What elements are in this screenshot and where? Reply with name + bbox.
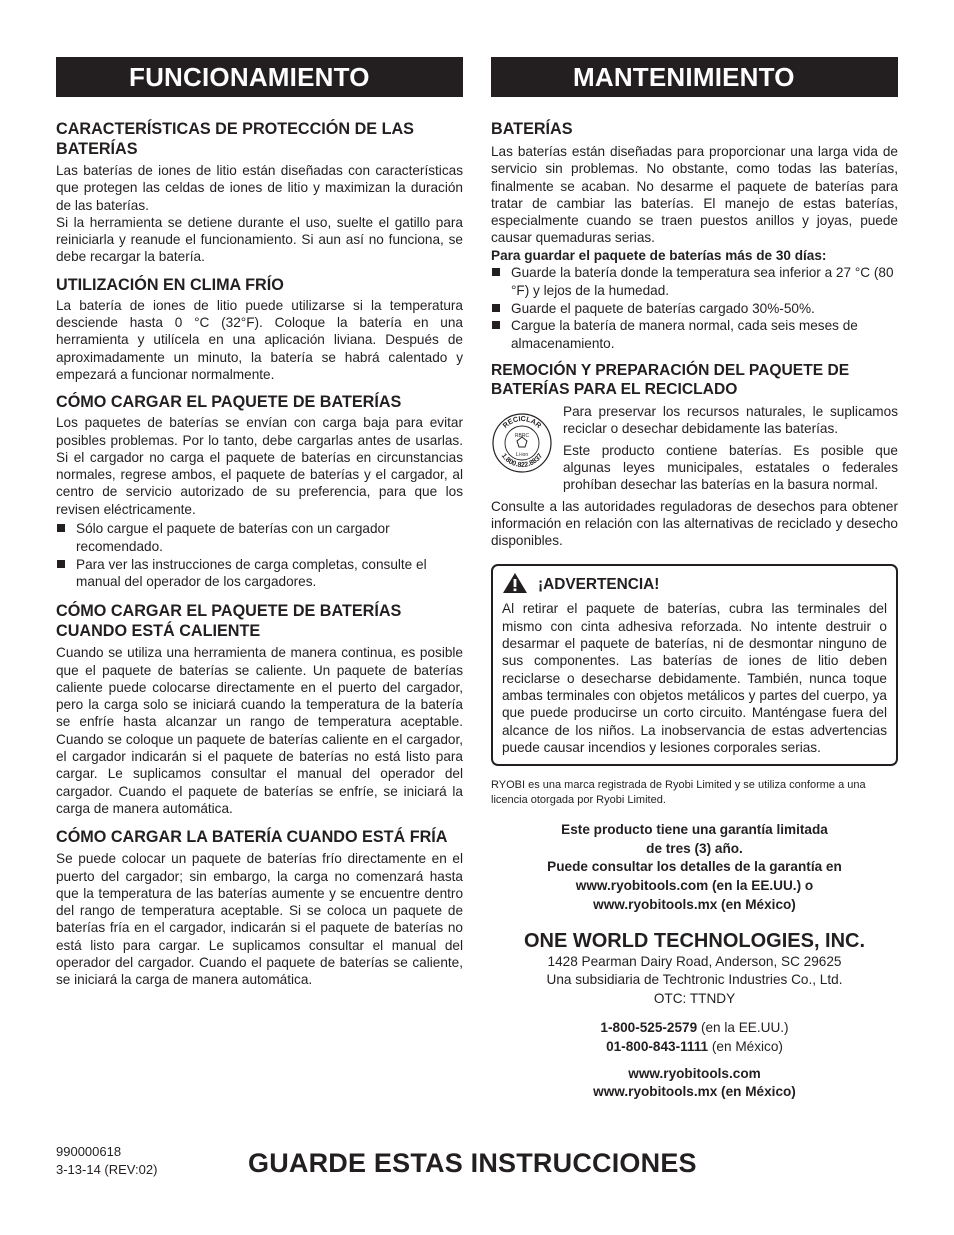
address-block <box>491 953 898 1009</box>
right-column <box>491 57 898 1102</box>
paragraph: Consulte a las autoridades reguladoras de desechos para obtener información en relación con las alternativas de reciclado y desecho disponibles. <box>491 498 898 549</box>
warning-box <box>491 564 898 766</box>
paragraph: Las baterías de iones de litio están diseñadas con características que protegen las celdas de iones de litio y maximizan la duración de las baterías. <box>56 163 463 213</box>
square-bullet-icon <box>492 304 500 312</box>
paragraph: Se puede colocar un paquete de baterías frío directamente en el puerto del cargador; sin embargo, la carga no comenzará hasta que la temperatura de las baterías aumente y se encuentre dentro del rango de temperatura aceptable. Si se coloca un paquete de baterías fría en el cargador, indicarán si el paquete de baterías no está listo para cargar. Le suplicamos consultar el manual del operador del cargador. Cuando el paquete de baterías se caliente, se iniciará la carga de manera automática. <box>56 851 463 988</box>
paragraph: Si la herramienta se detiene durante el uso, suelte el gatillo para reiniciarla y reanude el funcionamiento. Si aun así no funciona, se debe recargar la batería. <box>56 214 463 265</box>
website-us: www.ryobitools.com <box>628 1065 761 1081</box>
trademark-notice: RYOBI es una marca registrada de Ryobi Limited y se utiliza conforme a una licencia otorgada por Ryobi Limited. <box>491 779 866 807</box>
paragraph: Este producto contiene baterías. Es posible que algunas leyes municipales, estatales o federales prohíban desechar las baterías en la basura normal. <box>563 442 898 493</box>
web-block <box>491 1065 898 1103</box>
revision-date: 3-13-14 (REV:02) <box>56 1162 158 1177</box>
part-number: 990000618 <box>56 1144 122 1159</box>
list-item: Cargue la batería de manera normal, cada seis meses de almacenamiento. <box>491 317 898 353</box>
warranty-line: Puede consultar los detalles de la garantía en <box>547 859 842 875</box>
recycle-block <box>491 404 898 493</box>
heading-batteries: BATERÍAS <box>491 120 573 138</box>
recycle-text <box>563 404 898 493</box>
list-item: Guarde el paquete de baterías cargado 30%-50%. <box>491 300 898 318</box>
footer-title: GUARDE ESTAS INSTRUCCIONES <box>248 1148 697 1178</box>
section-banner-funcionamiento: FUNCIONAMIENTO <box>56 57 463 97</box>
warranty-line: www.ryobitools.com (en la EE.UU.) o <box>575 878 814 894</box>
list-item: Para ver las instrucciones de carga completas, consulte el manual del operador de los cargadores. <box>56 556 463 592</box>
address-line: 1428 Pearman Dairy Road, Anderson, SC 29625 <box>547 953 842 969</box>
left-column <box>56 57 463 989</box>
square-bullet-icon <box>492 321 500 329</box>
list-item: Sólo cargue el paquete de baterías con un cargador recomendado. <box>56 520 463 556</box>
warning-triangle-icon <box>502 572 528 599</box>
heading-charging-cold: CÓMO CARGAR LA BATERÍA CUANDO ESTÁ FRÍA <box>56 828 448 847</box>
document-code <box>56 1143 157 1179</box>
company-name: ONE WORLD TECHNOLOGIES, INC. <box>523 929 866 952</box>
warranty-line: Este producto tiene una garantía limitada <box>561 821 828 837</box>
warning-text: Al retirar el paquete de baterías, cubra las terminales del mismo con cinta adhesiva reforzada. No intente destruir o desarmar el paquete de baterías, ni de desmontar ninguno de sus componentes. Las baterías de iones de litio deben reciclarse o desecharse debidamente. También, nunca toque ambas terminales con objetos metálicos y partes del cuerpo, ya que puede producirse un corto circuito. Manténgase fuera del alcance de los niños. La inobservancia de estas advertencias puede causar incendios y lesiones corporales serias. <box>502 601 887 755</box>
heading-recycling: REMOCIÓN Y PREPARACIÓN DEL PAQUETE DE BATERÍAS PARA EL RECICLADO <box>491 362 850 399</box>
svg-text:1.800.822.8837: 1.800.822.8837 <box>499 452 545 470</box>
warning-title: ¡ADVERTENCIA! <box>538 576 660 594</box>
phone-us: 1-800-525-2579 (en la EE.UU.) <box>600 1020 789 1036</box>
paragraph: Las baterías están diseñadas para proporcionar una larga vida de servicio sin problemas. No obstante, como todas las baterías, finalmente se acaban. No desarme el paquete de baterías para tratar de cambiar las baterías. El manejo de estas baterías, especialmente cuando se traen puestos anillos y joyas, puede causar quemaduras serias. <box>491 144 898 246</box>
square-bullet-icon <box>492 268 500 276</box>
bullet-list <box>56 520 463 591</box>
paragraph: Los paquetes de baterías se envían con carga baja para evitar posibles problemas. Por lo tanto, debe cargarlas antes de usarlas. Si el cargador no carga el paquete de baterías en circunstancias normales, regrese ambos, el paquete de baterías y el cargador, al centro de servicio autorizado de su preferencia, para que los revisen eléctricamente. <box>56 415 463 517</box>
address-line: OTC: TTNDY <box>653 991 736 1007</box>
svg-text:Li-ion: Li-ion <box>515 452 529 459</box>
heading-charging: CÓMO CARGAR EL PAQUETE DE BATERÍAS <box>56 393 402 412</box>
heading-cold-weather: UTILIZACIÓN EN CLIMA FRÍO <box>56 275 284 294</box>
warning-header <box>502 574 887 596</box>
website-mx: www.ryobitools.mx (en México) <box>593 1084 796 1100</box>
rbrc-recycle-seal-icon <box>491 404 553 493</box>
svg-text:RECICLAR: RECICLAR <box>500 413 544 430</box>
square-bullet-icon <box>57 524 65 532</box>
paragraph: La batería de iones de litio puede utilizarse si la temperatura desciende hasta 0 °C (32°F). Coloque la batería en una herramienta y utilícela en una aplicación liviana. Después de aproximadamente un minuto, la batería se habrá calentado y empezará a funcionar normalmente. <box>56 297 463 382</box>
heading-charging-hot: CÓMO CARGAR EL PAQUETE DE BATERÍAS CUANDO ESTÁ CALIENTE <box>56 602 402 641</box>
warranty-line: www.ryobitools.mx (en México) <box>593 896 796 912</box>
list-item: Guarde la batería donde la temperatura sea inferior a 27 °C (80 °F) y lejos de la humedad. <box>491 264 898 300</box>
heading-battery-protection: CARACTERÍSTICAS DE PROTECCIÓN DE LAS BATERÍAS <box>56 120 414 158</box>
paragraph: Para preservar los recursos naturales, le suplicamos reciclar o desechar debidamente las baterías. <box>563 404 898 437</box>
warranty-line: de tres (3) año. <box>646 840 743 856</box>
square-bullet-icon <box>57 560 65 568</box>
storage-instruction: Para guardar el paquete de baterías más de 30 días: <box>491 247 827 263</box>
bullet-list <box>491 264 898 353</box>
phone-mx: 01-800-843-1111 (en México) <box>606 1038 783 1054</box>
address-line: Una subsidiaria de Techtronic Industries Co., Ltd. <box>546 972 843 988</box>
phone-block <box>491 1019 898 1057</box>
svg-text:RBRC: RBRC <box>514 433 530 440</box>
paragraph: Cuando se utiliza una herramienta de manera continua, es posible que el paquete de baterías se caliente. Un paquete de baterías caliente puede colocarse directamente en el puerto del cargador, pero la carga solo se iniciará cuando la temperatura de la batería se enfríe hasta alcanzar un rango de temperatura aceptable. Cuando se coloque un paquete de baterías caliente en el cargador, el cargador indicarán si el paquete de baterías no está listo para cargar. Le suplicamos consultar el manual del operador del cargador. Cuando el paquete de baterías se enfríe, se iniciará la carga de manera automática. <box>56 645 463 816</box>
warranty-block <box>491 821 898 915</box>
section-banner-mantenimiento: MANTENIMIENTO <box>491 57 898 97</box>
